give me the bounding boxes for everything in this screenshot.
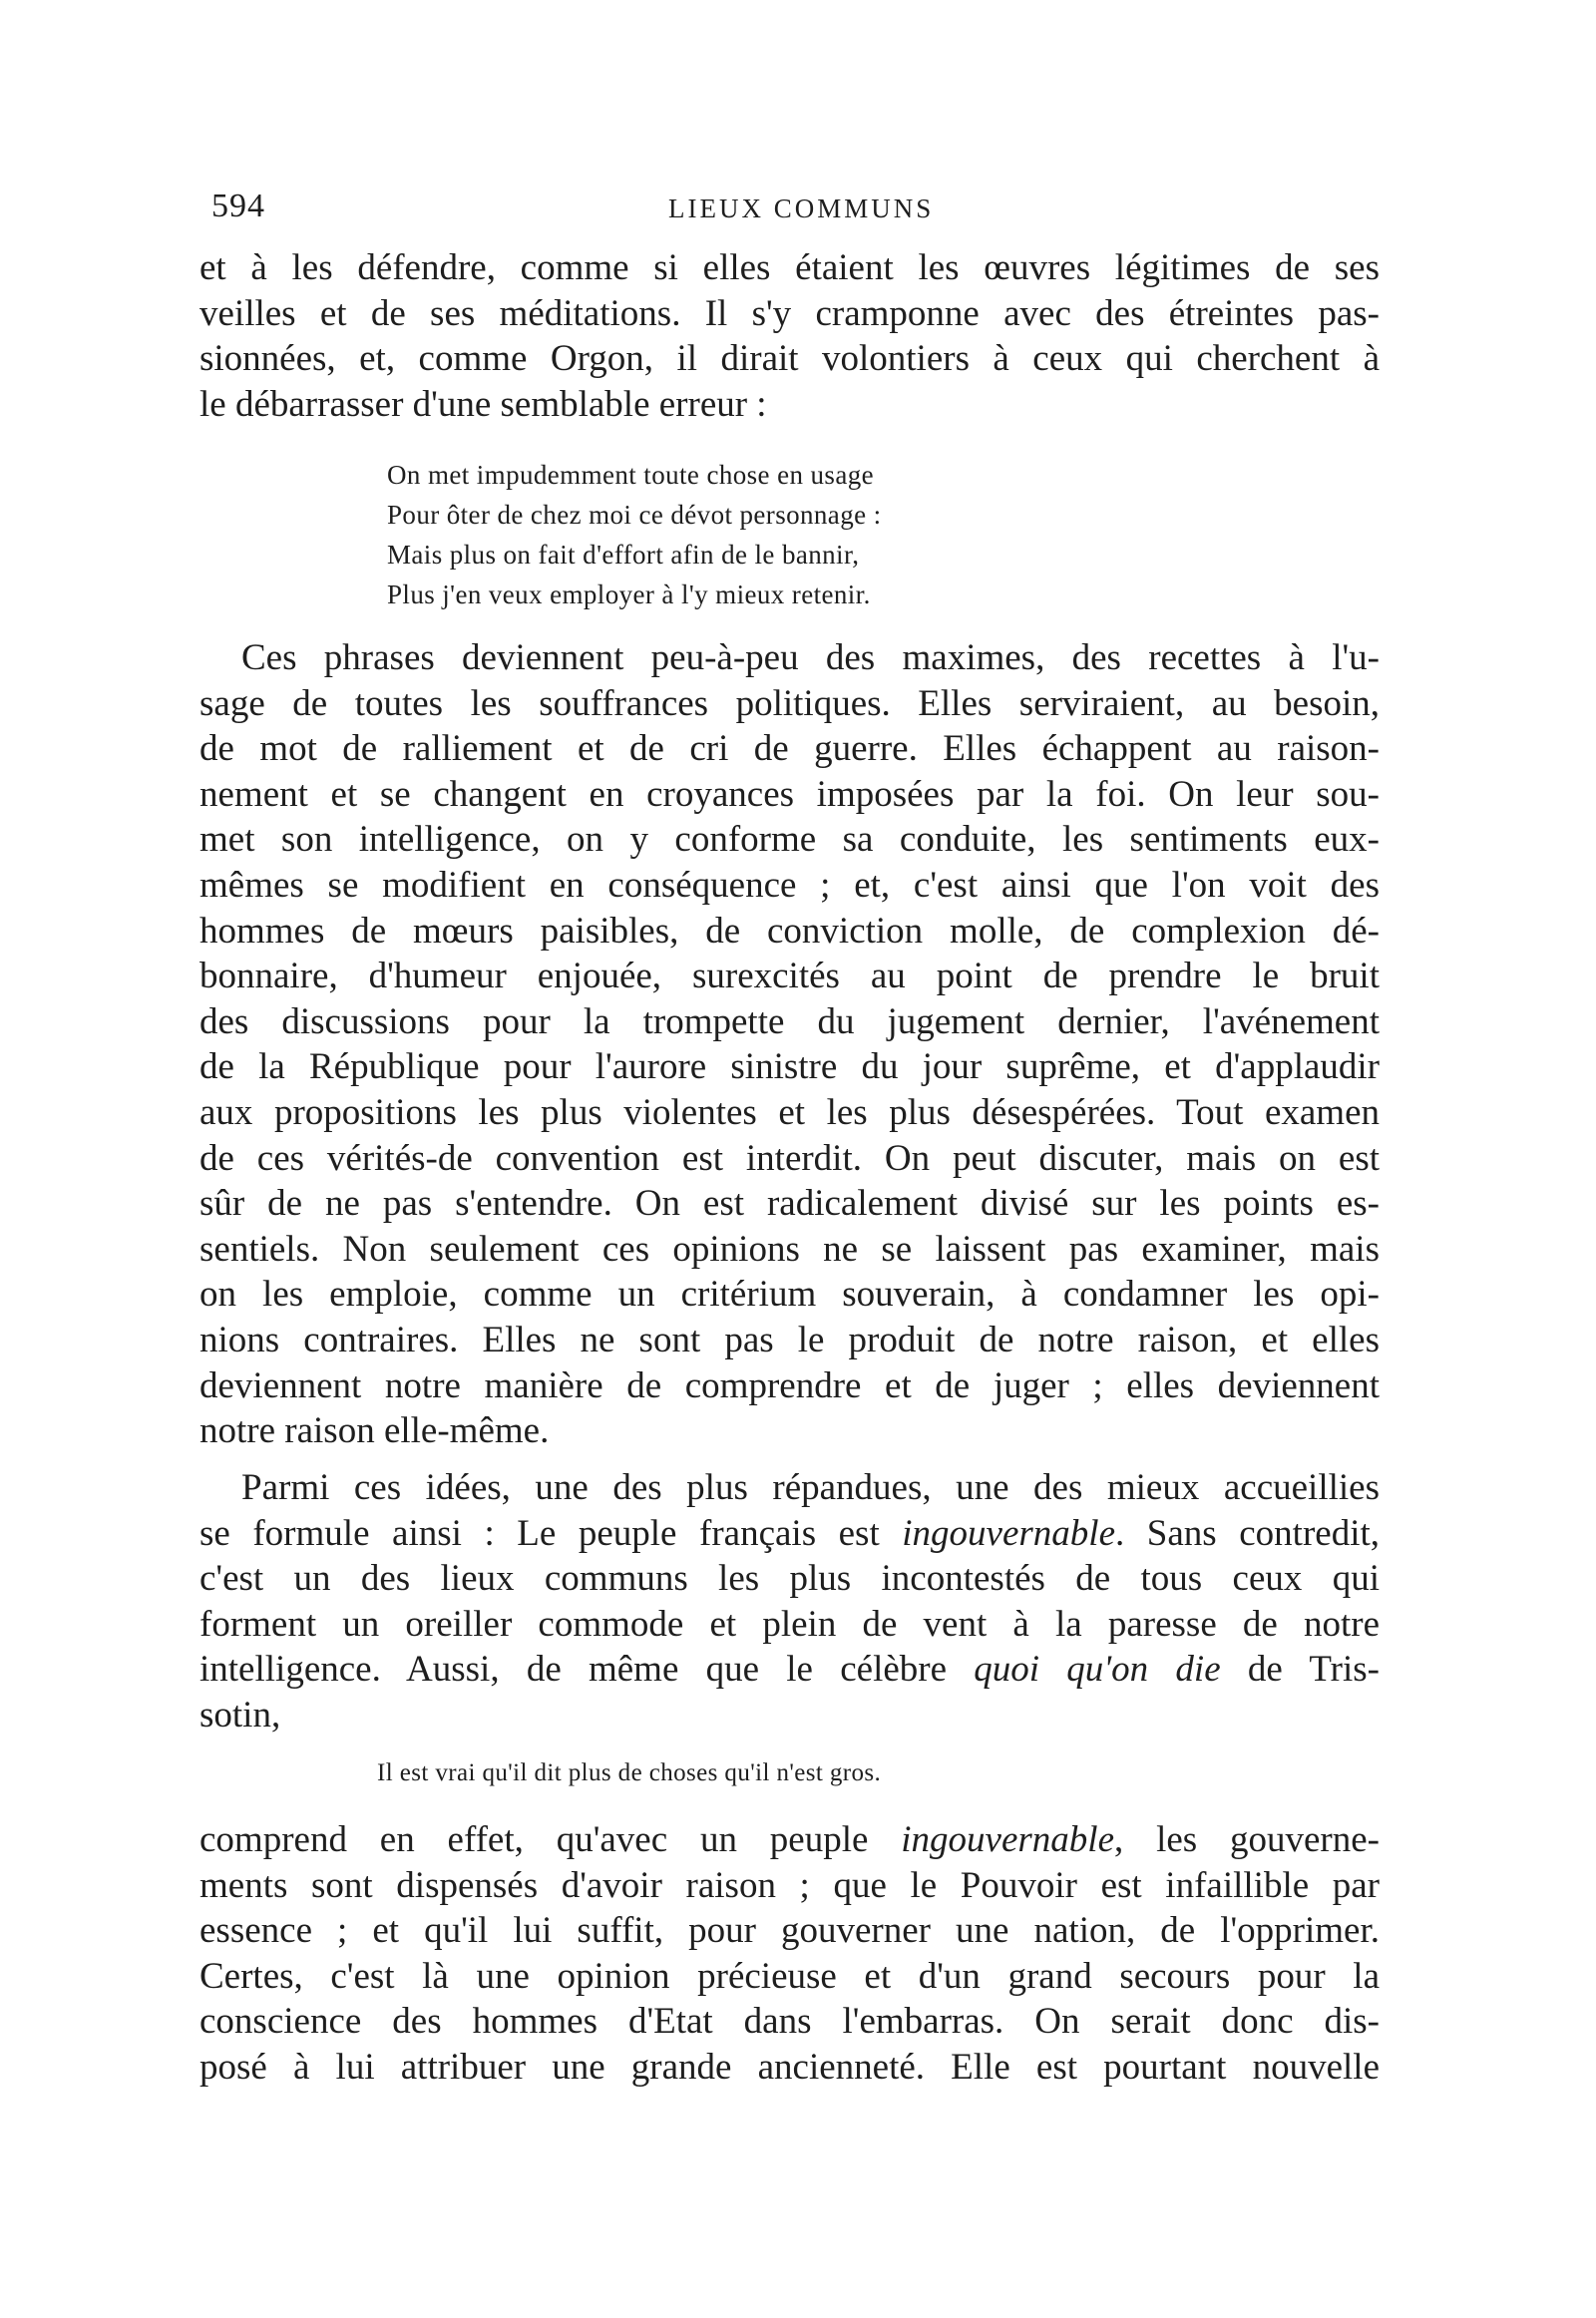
page-header xyxy=(200,188,1377,231)
text-line xyxy=(200,1647,1380,1693)
paragraph-3 xyxy=(200,1465,1380,1738)
text-line: deviennent notre manière de comprendre et de juger ; elles deviennent xyxy=(200,1364,1380,1406)
text-line: des discussions pour la trompette du jugement dernier, l'avénement xyxy=(200,1000,1380,1042)
text-line: Parmi ces idées, une des plus répandues, une des mieux accueillies xyxy=(241,1467,1380,1508)
page-number: 594 xyxy=(211,188,265,224)
text-line: sentiels. Non seulement ces opinions ne se laissent pas examiner, mais xyxy=(200,1228,1380,1270)
text-line: nement et se changent en croyances imposées par la foi. On leur sou- xyxy=(200,773,1380,815)
verse-line: Plus j'en veux employer à l'y mieux retenir. xyxy=(387,580,871,609)
verse-line: On met impudemment toute chose en usage xyxy=(387,460,874,490)
text-line xyxy=(200,1511,1380,1557)
text-line: bonnaire, d'humeur enjouée, surexcités au point de prendre le bruit xyxy=(200,956,1380,997)
text-segment: intelligence. Aussi, de même que le célèbre xyxy=(200,1649,975,1691)
paragraph-1 xyxy=(200,245,1380,427)
text-line: ments sont dispensés d'avoir raison ; que le Pouvoir est infaillible par xyxy=(200,1864,1380,1906)
text-line: sûr de ne pas s'entendre. On est radicalement divisé sur les points es- xyxy=(200,1183,1380,1225)
text-segment: , les gouverne- xyxy=(1114,1819,1380,1860)
paragraph-4 xyxy=(200,1817,1380,2091)
italic-quote-quoi-quon-die: quoi qu'on die xyxy=(974,1649,1221,1691)
text-line: hommes de mœurs paisibles, de conviction molle, de complexion dé- xyxy=(200,910,1380,952)
verse-quotation-trissotin xyxy=(377,1753,1115,1793)
text-line: Certes, c'est là une opinion précieuse et d'un grand secours pour la xyxy=(200,1955,1380,1997)
text-line: de mot de ralliement et de cri de guerre. Elles échappent au raison- xyxy=(200,728,1380,770)
text-line: mêmes se modifient en conséquence ; et, c'est ainsi que l'on voit des xyxy=(200,864,1380,906)
text-line: aux propositions les plus violentes et les plus désespérées. Tout examen xyxy=(200,1091,1380,1133)
text-line: sotin, xyxy=(200,1694,281,1736)
paragraph-2 xyxy=(200,635,1380,1454)
text-line: conscience des hommes d'Etat dans l'embarras. On serait donc dis- xyxy=(200,2001,1380,2043)
text-line: sionnées, et, comme Orgon, il dirait volontiers à ceux qui cherchent à xyxy=(200,338,1380,380)
text-line: veilles et de ses méditations. Il s'y cramponne avec des étreintes pas- xyxy=(200,292,1380,334)
text-segment: se formule ainsi : Le peuple français est xyxy=(200,1512,903,1554)
italic-term-ingouvernable: ingouvernable xyxy=(901,1819,1114,1860)
text-line: posé à lui attribuer une grande ancienneté. Elle est pourtant nouvelle xyxy=(200,2046,1380,2088)
text-line: nions contraires. Elles ne sont pas le produit de notre raison, et elles xyxy=(200,1319,1380,1360)
verse-line: Mais plus on fait d'effort afin de le bannir, xyxy=(387,540,860,570)
text-line: de la République pour l'aurore sinistre du jour suprême, et d'applaudir xyxy=(200,1046,1380,1088)
verse-line: Pour ôter de chez moi ce dévot personnage : xyxy=(387,500,882,530)
text-line: notre raison elle-même. xyxy=(200,1410,550,1452)
text-line: on les emploie, comme un critérium souverain, à condamner les opi- xyxy=(200,1274,1380,1316)
text-line: essence ; et qu'il lui suffit, pour gouverner une nation, de l'opprimer. xyxy=(200,1910,1380,1952)
text-line: et à les défendre, comme si elles étaient les œuvres légitimes de ses xyxy=(200,247,1380,288)
text-line: le débarrasser d'une semblable erreur : xyxy=(200,383,767,425)
text-line: sage de toutes les souffrances politiques. Elles serviraient, au besoin, xyxy=(200,682,1380,724)
running-title: LIEUX COMMUNS xyxy=(668,193,935,223)
text-segment: de Tris- xyxy=(1220,1649,1380,1691)
text-line xyxy=(200,1817,1380,1863)
text-line: de ces vérités-de convention est interdit. On peut discuter, mais on est xyxy=(200,1137,1380,1179)
verse-quotation-orgon xyxy=(387,455,1125,614)
verse-line: Il est vrai qu'il dit plus de choses qu'il n'est gros. xyxy=(377,1759,882,1786)
text-line: Ces phrases deviennent peu-à-peu des maximes, des recettes à l'u- xyxy=(241,637,1380,678)
text-line: forment un oreiller commode et plein de vent à la paresse de notre xyxy=(200,1603,1380,1645)
text-segment: . Sans contredit, xyxy=(1115,1512,1381,1554)
italic-term-ingouvernable: ingouvernable xyxy=(902,1512,1116,1554)
text-line: met son intelligence, on y conforme sa conduite, les sentiments eux- xyxy=(200,819,1380,861)
text-segment: comprend en effet, qu'avec un peuple xyxy=(200,1819,902,1860)
text-line: c'est un des lieux communs les plus incontestés de tous ceux qui xyxy=(200,1558,1380,1600)
